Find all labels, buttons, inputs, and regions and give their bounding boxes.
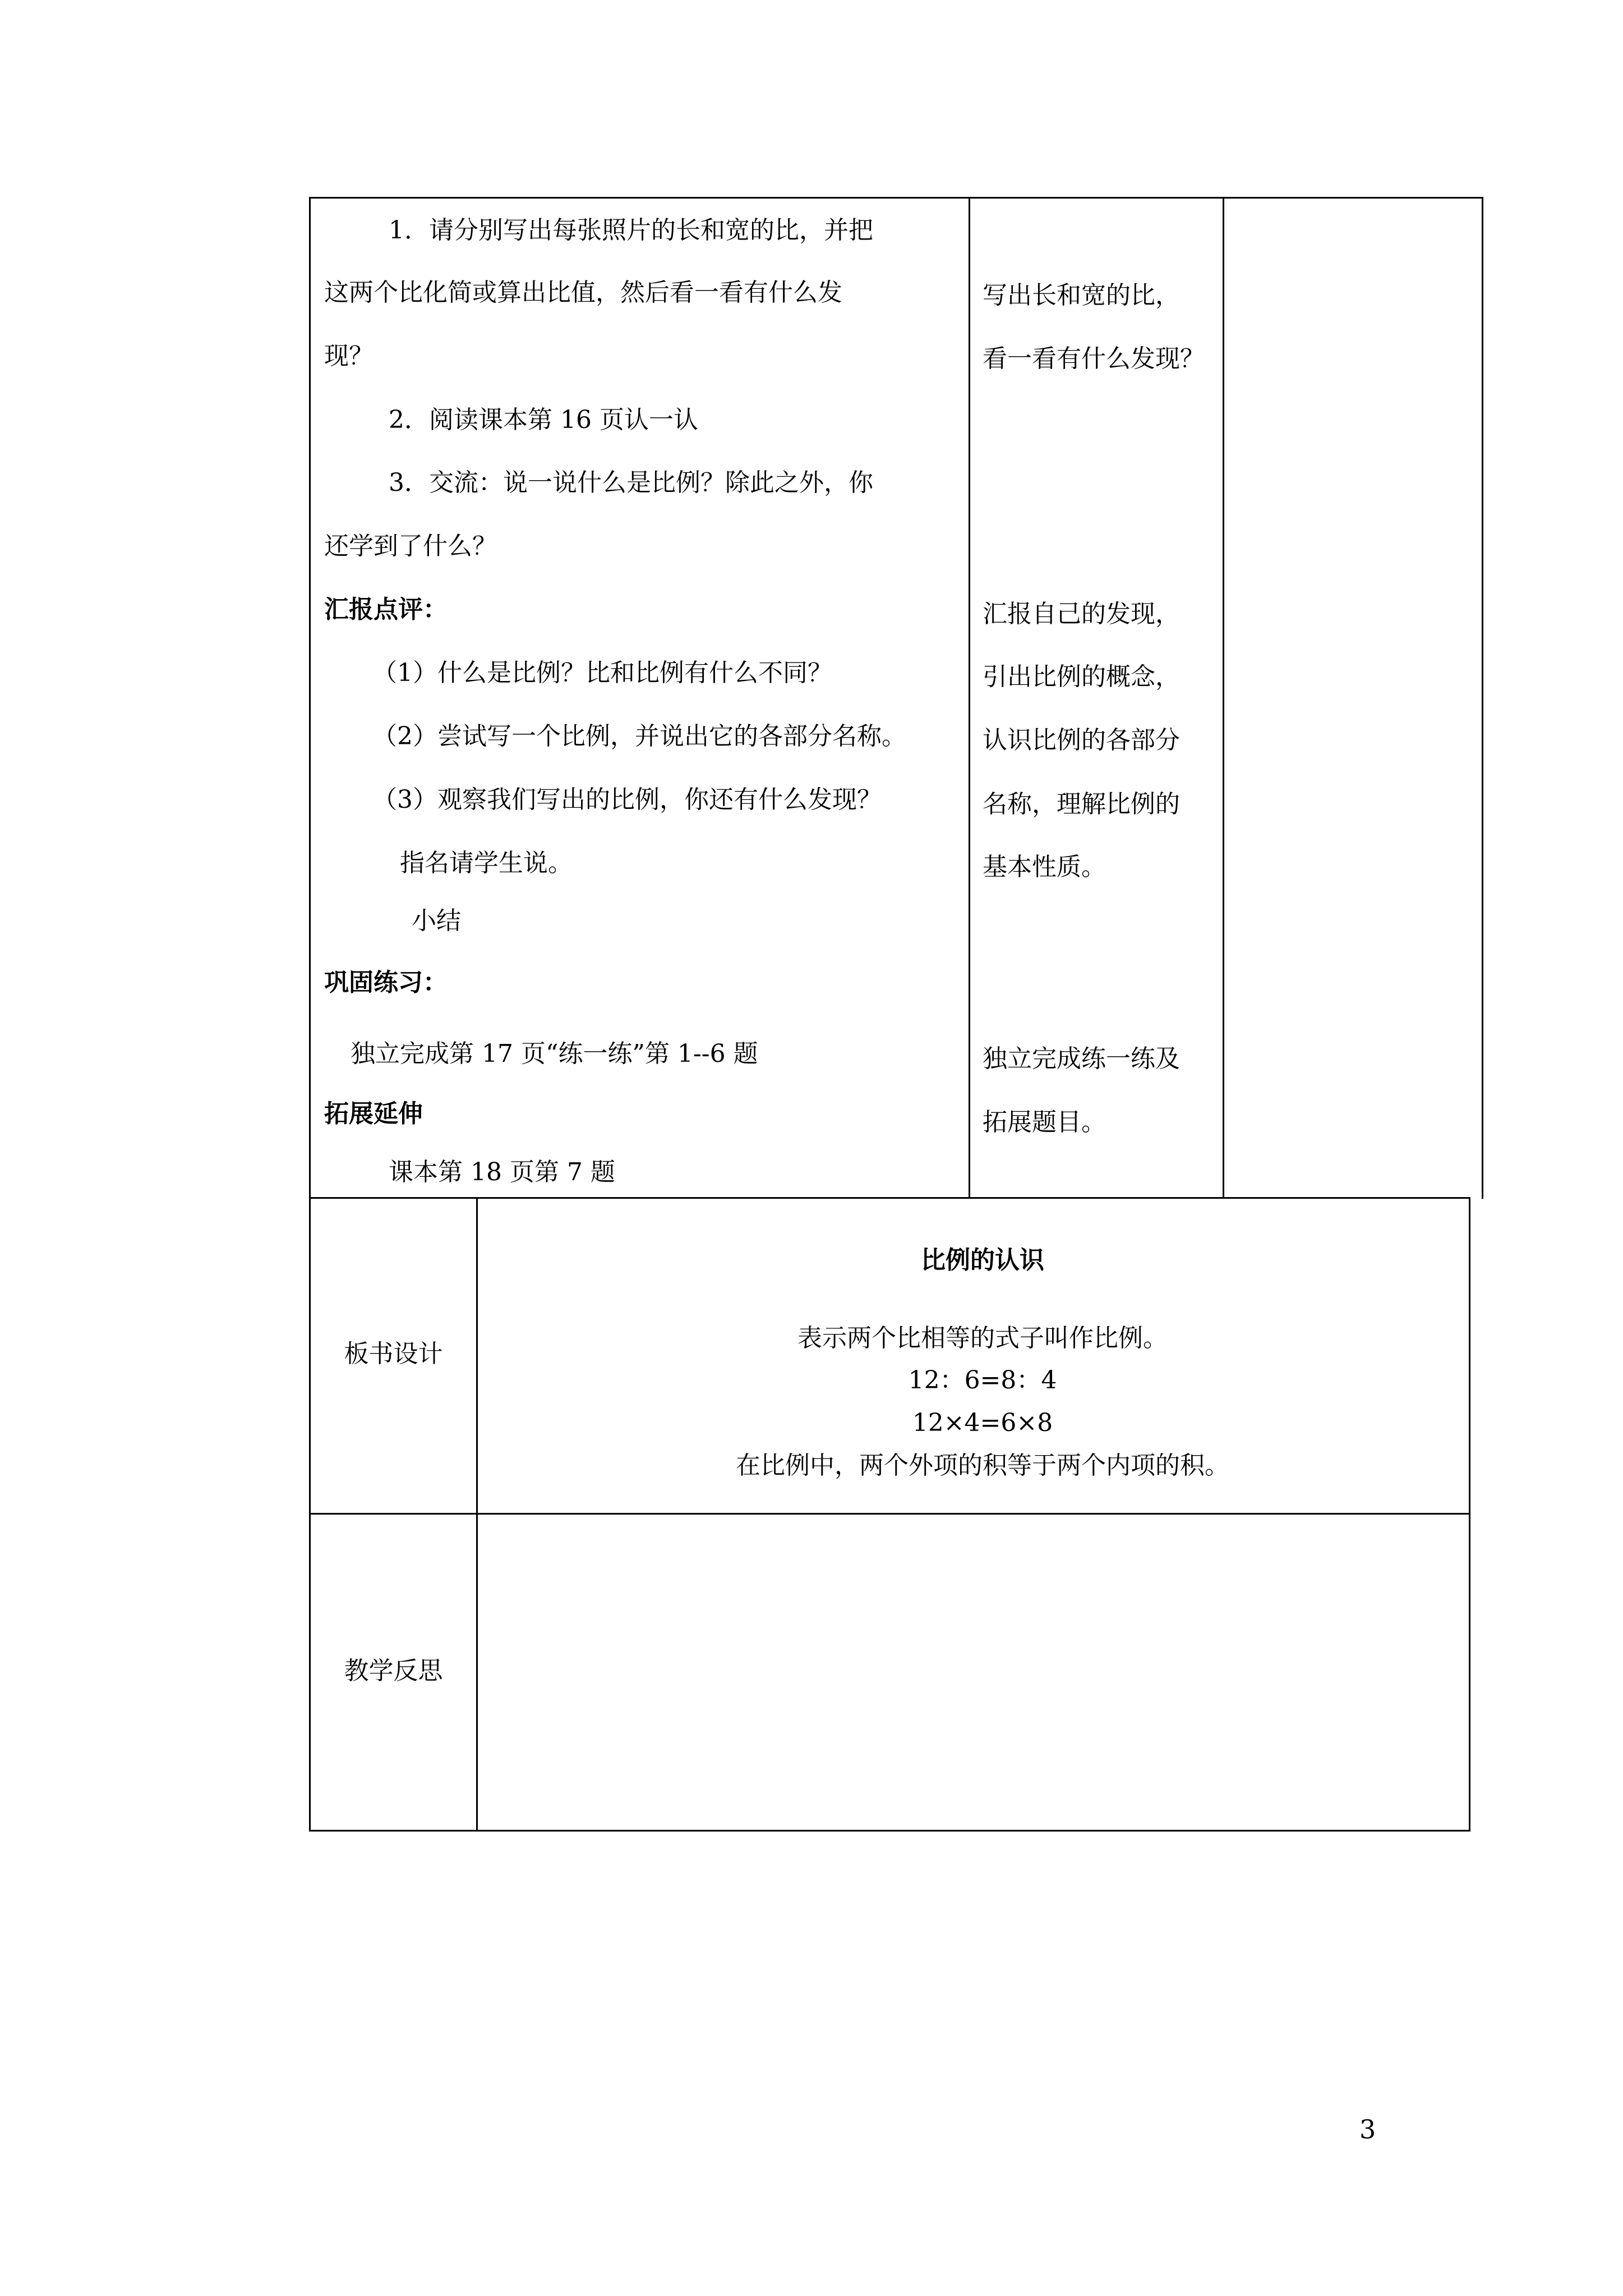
process-item-1: 1．请分别写出每张照片的长和宽的比，并把 bbox=[389, 216, 873, 245]
reflection-label: 教学反思 bbox=[344, 1657, 443, 1685]
upper-table-divider-1 bbox=[969, 197, 970, 1199]
student-activity-2c: 认识比例的各部分 bbox=[983, 726, 1180, 754]
report-item-3: （3）观察我们写出的比例，你还有什么发现？ bbox=[372, 785, 882, 814]
board-line-2: 12：6=8：4 bbox=[908, 1366, 1057, 1395]
board-line-4: 在比例中，两个外项的积等于两个内项的积。 bbox=[736, 1451, 1229, 1480]
board-label: 板书设计 bbox=[344, 1340, 443, 1368]
process-item-3-cont: 还学到了什么？ bbox=[324, 532, 497, 560]
lower-table-divider bbox=[476, 1197, 478, 1832]
upper-table-divider-2 bbox=[1223, 197, 1224, 1199]
student-activity-3b: 拓展题目。 bbox=[983, 1108, 1106, 1137]
lower-table-bottom-border bbox=[309, 1830, 1470, 1832]
board-title: 比例的认识 bbox=[921, 1246, 1044, 1274]
student-activity-2e: 基本性质。 bbox=[983, 853, 1106, 881]
process-item-2: 2．阅读课本第 16 页认一认 bbox=[389, 406, 698, 434]
practice-item: 独立完成第 17 页“练一练”第 1--6 题 bbox=[351, 1039, 758, 1068]
student-activity-1b: 看一看有什么发现？ bbox=[983, 344, 1205, 373]
lower-table-middle-border bbox=[309, 1513, 1470, 1515]
upper-table-right-border bbox=[1482, 197, 1483, 1199]
student-activity-3a: 独立完成练一练及 bbox=[983, 1045, 1180, 1073]
practice-heading: 巩固练习： bbox=[324, 968, 448, 997]
extension-item: 课本第 18 页第 7 题 bbox=[389, 1158, 615, 1186]
lower-table-left-border bbox=[309, 1197, 311, 1832]
process-item-1-cont: 这两个比化简或算出比值，然后看一看有什么发 bbox=[324, 278, 842, 307]
extension-heading: 拓展延伸 bbox=[324, 1099, 423, 1128]
student-activity-2a: 汇报自己的发现， bbox=[983, 600, 1180, 628]
page-number: 3 bbox=[1359, 2114, 1376, 2145]
student-activity-2b: 引出比例的概念， bbox=[983, 662, 1180, 691]
board-line-3: 12×4=6×8 bbox=[912, 1409, 1053, 1437]
report-heading: 汇报点评： bbox=[324, 595, 448, 624]
report-item-2: （2）尝试写一个比例，并说出它的各部分名称。 bbox=[372, 722, 906, 751]
report-item-4: 指名请学生说。 bbox=[400, 849, 573, 877]
student-activity-2d: 名称，理解比例的 bbox=[983, 790, 1180, 818]
board-line-1: 表示两个比相等的式子叫作比例。 bbox=[797, 1324, 1168, 1352]
lower-table-top-border bbox=[309, 1197, 1470, 1199]
student-activity-1a: 写出长和宽的比， bbox=[983, 281, 1180, 310]
report-item-1: （1）什么是比例？比和比例有什么不同？ bbox=[372, 659, 832, 687]
process-item-3: 3．交流：说一说什么是比例？除此之外，你 bbox=[389, 468, 873, 497]
lower-table-right-border bbox=[1469, 1197, 1470, 1832]
report-summary: 小结 bbox=[412, 907, 461, 935]
process-item-1-end: 现？ bbox=[324, 342, 374, 370]
upper-table-left-border bbox=[309, 197, 311, 1199]
upper-table-top-border bbox=[309, 197, 1483, 199]
